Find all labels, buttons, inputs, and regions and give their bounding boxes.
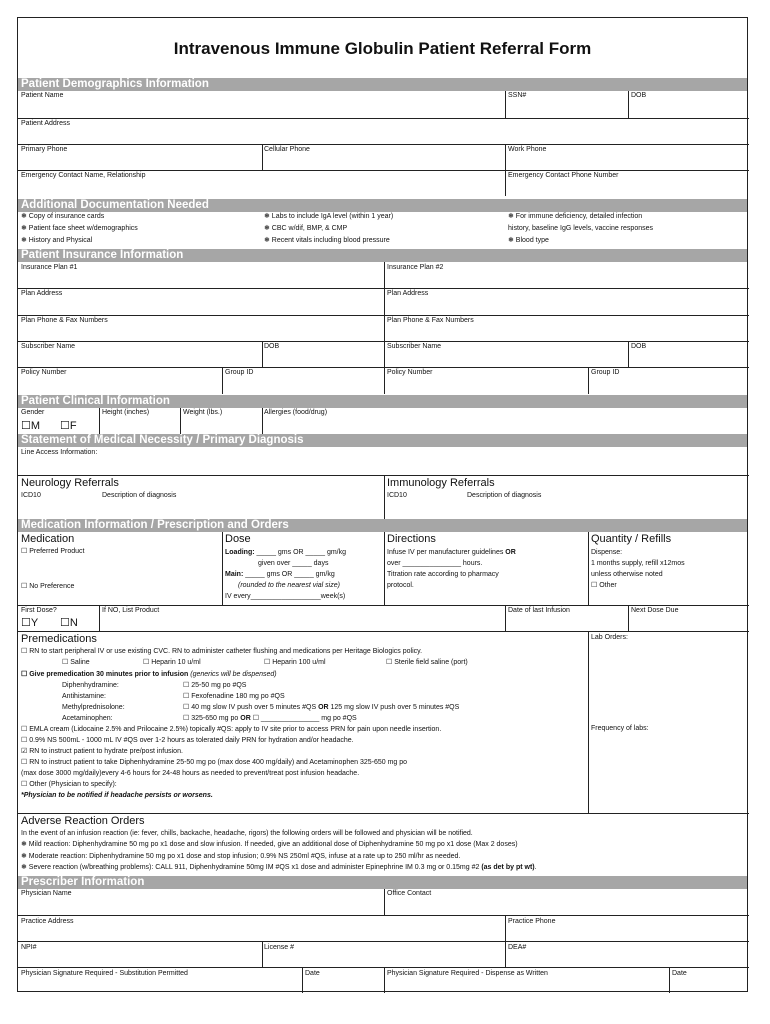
immunology-heading: Immunology Referrals [387,477,495,489]
doc-item: ❅ CBC w/dif, BMP, & CMP [264,225,348,232]
immuno-desc-field[interactable]: Description of diagnosis [467,492,542,499]
work-phone-field[interactable]: Work Phone [508,146,547,153]
moderate-reaction: ❅ Moderate reaction: Diphenhydramine 50 mg po x1 dose and stop infusion; 0.9% NS 250ml #QS, infuse at a rate up to 250 ml/hr as needed. [21,853,461,860]
insurance-plan-1-field[interactable]: Insurance Plan #1 [21,264,78,271]
premed-30-checkbox[interactable]: ☐ Give premedication 30 minutes prior to infusion [21,671,189,678]
referral-form [17,17,748,992]
given-over-field[interactable]: given over _____ days [258,560,329,567]
immuno-icd-field[interactable]: ICD10 [387,492,407,499]
acetaminophen-checkbox[interactable]: ☐ 325-650 mg po [183,715,241,722]
insurance-plan-2-field[interactable]: Insurance Plan #2 [387,264,444,271]
next-dose-field[interactable]: Next Dose Due [631,607,679,614]
cellular-phone-field[interactable]: Cellular Phone [264,146,310,153]
methylpred-or: OR [318,704,329,711]
allergies-field[interactable]: Allergies (food/drug) [264,409,328,416]
height-field[interactable]: Height (inches) [102,409,150,416]
date-1-field[interactable]: Date [305,970,320,977]
directions-line1: Infuse IV per manufacturer guidelines [387,549,506,556]
directions-heading: Directions [387,533,436,545]
iv-every-field[interactable]: IV every__________________week(s) [225,593,346,600]
subscriber-2-field[interactable]: Subscriber Name [387,343,442,350]
ssn-field[interactable]: SSN# [508,92,527,99]
signature-daw-field[interactable]: Physician Signature Required - Dispense as Written [387,970,548,977]
dea-field[interactable]: DEA# [508,944,527,951]
patient-name-field[interactable]: Patient Name [21,92,64,99]
doc-item: ❅ History and Physical [21,237,93,244]
loading-dose-field[interactable]: _____ gms OR _____ gm/kg [254,549,347,556]
neuro-icd-field[interactable]: ICD10 [21,492,41,499]
neurology-heading: Neurology Referrals [21,477,119,489]
subscriber-2-dob-field[interactable]: DOB [631,343,647,350]
signature-substitution-field[interactable]: Physician Signature Required - Substitution Permitted [21,970,188,977]
saline-checkbox[interactable]: ☐ Saline [62,659,90,666]
subscriber-1-field[interactable]: Subscriber Name [21,343,76,350]
directions-line3: Titration rate according to pharmacy [387,571,499,578]
diphenhydramine-checkbox[interactable]: ☐ 25-50 mg po #QS [183,682,247,689]
line-access-field[interactable]: Line Access Information: [21,449,98,456]
lab-orders-field[interactable]: Lab Orders: [591,634,628,641]
first-dose-no-checkbox[interactable]: ☐N [60,617,78,629]
frequency-of-labs-field[interactable]: Frequency of labs: [591,725,649,732]
heparin-100-checkbox[interactable]: ☐ Heparin 100 u/ml [264,659,326,666]
section-prescriber: Prescriber Information [18,876,747,889]
plan-phone-2-field[interactable]: Plan Phone & Fax Numbers [387,317,474,324]
gender-male-checkbox[interactable]: ☐M [21,420,41,432]
license-field[interactable]: License # [264,944,294,951]
section-clinical: Patient Clinical Information [18,395,747,408]
main-dose-field[interactable]: _____ gms OR _____ gm/kg [243,571,335,578]
physician-name-field[interactable]: Physician Name [21,890,72,897]
if-no-product-field[interactable]: If NO, List Product [102,607,160,614]
last-infusion-field[interactable]: Date of last Infusion [508,607,570,614]
quantity-heading: Quantity / Refills [591,533,672,545]
first-dose-label: First Dose? [21,607,57,614]
section-insurance: Patient Insurance Information [18,249,747,262]
premedications-heading: Premedications [21,633,97,645]
acetaminophen-custom-checkbox[interactable]: ☐ _______________ mg po #QS [250,715,357,722]
subscriber-1-dob-field[interactable]: DOB [264,343,280,350]
heparin-10-checkbox[interactable]: ☐ Heparin 10 u/ml [143,659,201,666]
emla-checkbox[interactable]: ☐ EMLA cream (Lidocaine 2.5% and Prilocaine 2.5%) topically #QS: apply to IV site prior to access PRN for pain upon needle insertion. [21,726,442,733]
gender-female-checkbox[interactable]: ☐F [60,420,77,432]
severe-reaction: ❅ Severe reaction (w/breathing problems): CALL 911, Diphenhydramine 50mg IM #QS x1 dose and administer Epinephrine IM 0.3 mg or 0.15mg #2 [21,864,482,871]
antihistamine-label: Antihistamine: [62,693,106,700]
dose-heading: Dose [225,533,251,545]
plan-address-1-field[interactable]: Plan Address [21,290,63,297]
first-dose-yes-checkbox[interactable]: ☐Y [21,617,39,629]
dob-field[interactable]: DOB [631,92,647,99]
patient-address-field[interactable]: Patient Address [21,120,71,127]
practice-address-field[interactable]: Practice Address [21,918,74,925]
doc-item: ❅ For immune deficiency, detailed infection [508,213,643,220]
methylpred-125-option[interactable]: 125 mg slow IV push over 5 minutes #QS [328,704,460,711]
severe-reaction-period: . [534,864,537,871]
plan-phone-1-field[interactable]: Plan Phone & Fax Numbers [21,317,108,324]
doc-item: ❅ Blood type [508,237,549,244]
methylprednisolone-label: Methylprednisolone: [62,704,125,711]
directions-hours-field[interactable]: over _______________ hours. [387,560,483,567]
generics-note: (generics will be dispensed) [188,671,277,678]
gender-label: Gender [21,409,45,416]
practice-phone-field[interactable]: Practice Phone [508,918,556,925]
other-checkbox[interactable]: ☐ Other [591,582,617,589]
doc-item: ❅ Labs to include IgA level (within 1 year) [264,213,394,220]
policy-1-field[interactable]: Policy Number [21,369,67,376]
doc-item: history, baseline IgG levels, vaccine responses [508,225,653,232]
emergency-phone-field[interactable]: Emergency Contact Phone Number [508,172,619,179]
loading-label: Loading: [225,549,255,556]
group-2-field[interactable]: Group ID [591,369,620,376]
other-physician-checkbox[interactable]: ☐ Other (Physician to specify): [21,781,117,788]
plan-address-2-field[interactable]: Plan Address [387,290,429,297]
date-2-field[interactable]: Date [672,970,687,977]
doc-item: ❅ Recent vitals including blood pressure [264,237,390,244]
methylpred-40-checkbox[interactable]: ☐ 40 mg slow IV push over 5 minutes #QS [183,704,319,711]
adverse-intro: In the event of an infusion reaction (ie: fever, chills, backache, headache, rigors) the following orders will be followed and physician will be notified. [21,830,473,837]
office-contact-field[interactable]: Office Contact [387,890,432,897]
acetaminophen-or: OR [240,715,251,722]
weight-field[interactable]: Weight (lbs.) [183,409,223,416]
directions-line4: protocol. [387,582,414,589]
rn-instruct-checkbox[interactable]: ☐ RN to instruct patient to take Diphenhydramine 25-50 mg po (max dose 400 mg/daily) and Acetaminophen 325-650 mg po [21,759,408,766]
emergency-contact-field[interactable]: Emergency Contact Name, Relationship [21,172,146,179]
ns-hydration-checkbox[interactable]: ☐ 0.9% NS 500mL - 1000 mL IV #QS over 1-2 hours as tolerated daily PRN for hydration and/or headache. [21,737,354,744]
rounded-note: (rounded to the nearest vial size) [238,582,340,589]
doc-item: ❅ Patient face sheet w/demographics [21,225,138,232]
no-preference-checkbox[interactable]: ☐ No Preference [21,583,75,590]
directions-or: OR [505,549,516,556]
adverse-reaction-heading: Adverse Reaction Orders [21,815,145,827]
page-title: Intravenous Immune Globulin Patient Referral Form [173,39,592,58]
physician-notify-note: *Physician to be notified if headache persists or worsens. [21,792,213,799]
section-additional-docs: Additional Documentation Needed [18,199,747,212]
premed-start-iv-checkbox[interactable]: ☐ RN to start peripheral IV or use existing CVC. RN to administer catheter flushing and medications per Heritage Biologics policy. [21,648,423,655]
npi-field[interactable]: NPI# [21,944,37,951]
section-necessity: Statement of Medical Necessity / Primary Diagnosis [18,434,747,447]
rn-hydrate-checkbox[interactable]: ☑ RN to instruct patient to hydrate pre/post infusion. [21,748,183,755]
group-1-field[interactable]: Group ID [225,369,254,376]
preferred-product-checkbox[interactable]: ☐ Preferred Product [21,548,85,555]
dispense-line2: unless otherwise noted [591,571,663,578]
severe-reaction-weight-note: (as det by pt wt) [481,864,535,871]
policy-2-field[interactable]: Policy Number [387,369,433,376]
doc-item: ❅ Copy of insurance cards [21,213,105,220]
acetaminophen-label: Acetaminophen: [62,715,113,722]
dispense-line1: 1 months supply, refill x12mos [591,560,685,567]
medication-heading: Medication [21,533,75,545]
sterile-saline-checkbox[interactable]: ☐ Sterile field saline (port) [386,659,468,666]
rn-instruct-continued: (max dose 3000 mg/daily)every 4-6 hours for 24-48 hours as needed to prevent/treat post infusion headache. [21,770,360,777]
main-label: Main: [225,571,244,578]
fexofenadine-checkbox[interactable]: ☐ Fexofenadine 180 mg po #QS [183,693,285,700]
section-medication: Medication Information / Prescription and Orders [18,519,747,532]
section-demographics: Patient Demographics Information [18,78,747,91]
mild-reaction: ❅ Mild reaction: Diphenhydramine 50 mg po x1 dose and slow infusion. If needed, give an additional dose of Diphenhydramine 50 mg po x1 dose (Max 2 doses) [21,841,518,848]
primary-phone-field[interactable]: Primary Phone [21,146,68,153]
neuro-desc-field[interactable]: Description of diagnosis [102,492,177,499]
dispense-label: Dispense: [591,549,623,556]
diphenhydramine-label: Diphenhydramine: [62,682,119,689]
